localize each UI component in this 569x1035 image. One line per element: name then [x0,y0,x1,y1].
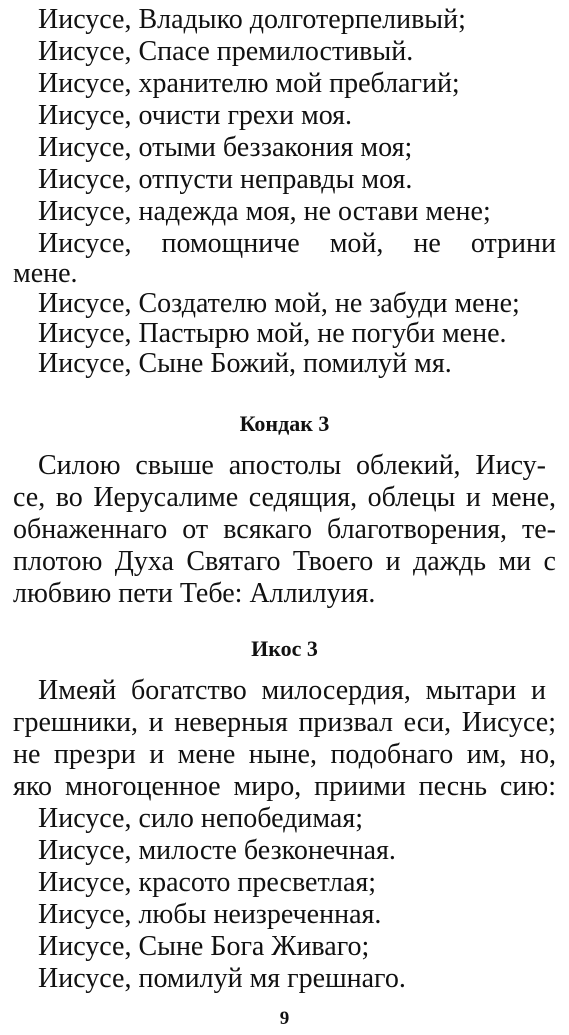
kondak-title: Кондак 3 [239,411,330,436]
ikos-line: яко многоценное миро, приими песнь сию: [13,771,556,802]
litany-line: Иисусе, надежда моя, не остави мене; [38,196,491,227]
kondak-line: плотою Духа Святаго Твоего и даждь ми с [13,546,556,577]
litany-line: Иисусе, отпусти неправды моя. [38,164,413,195]
ikos-title: Икос 3 [251,636,318,661]
kondak-line: се, во Иерусалиме седящия, облецы и мене, [13,482,556,513]
page-number: 9 [279,1008,290,1029]
ikos-line: Иисусе, Сыне Бога Живаго; [38,931,370,962]
litany-line: Иисусе, Пастырю мой, не погуби мене. [38,318,507,349]
litany-line: Иисусе, Спасе премилостивый. [38,36,414,67]
ikos-line: Иисусе, помилуй мя грешнаго. [38,963,406,994]
kondak-line: Силою свыше апостолы облекий, Иису- [38,450,546,481]
litany-line: Иисусе, помощниче мой, не отрини [38,228,556,259]
litany-line: Иисусе, Владыко долготерпеливый; [38,4,466,35]
litany-line: Иисусе, Сыне Божий, помилуй мя. [38,348,452,379]
ikos-line: не презри и мене ныне, подобнаго им, но, [13,739,556,770]
ikos-line: Имеяй богатство милосердия, мытари и [38,675,546,706]
litany-line: Иисусе, хранителю мой преблагий; [38,68,460,99]
litany-line: Иисусе, Создателю мой, не забуди мене; [38,288,520,319]
ikos-line: Иисусе, милосте безконечная. [38,835,396,866]
litany-line: Иисусе, отыми беззакония моя; [38,132,413,163]
ikos-line: грешники, и неверныя призвал еси, Иисусе; [13,707,556,738]
ikos-line: Иисусе, сило непобедимая; [38,803,364,834]
ikos-line: Иисусе, красото пресветлая; [38,867,377,898]
litany-line: мене. [13,258,78,289]
kondak-line: обнаженнаго от всякаго благотворения, те- [13,514,556,545]
kondak-line: любвию пети Тебе: Аллилуия. [13,578,376,609]
litany-line: Иисусе, очисти грехи моя. [38,100,353,131]
ikos-line: Иисусе, любы неизреченная. [38,899,382,930]
